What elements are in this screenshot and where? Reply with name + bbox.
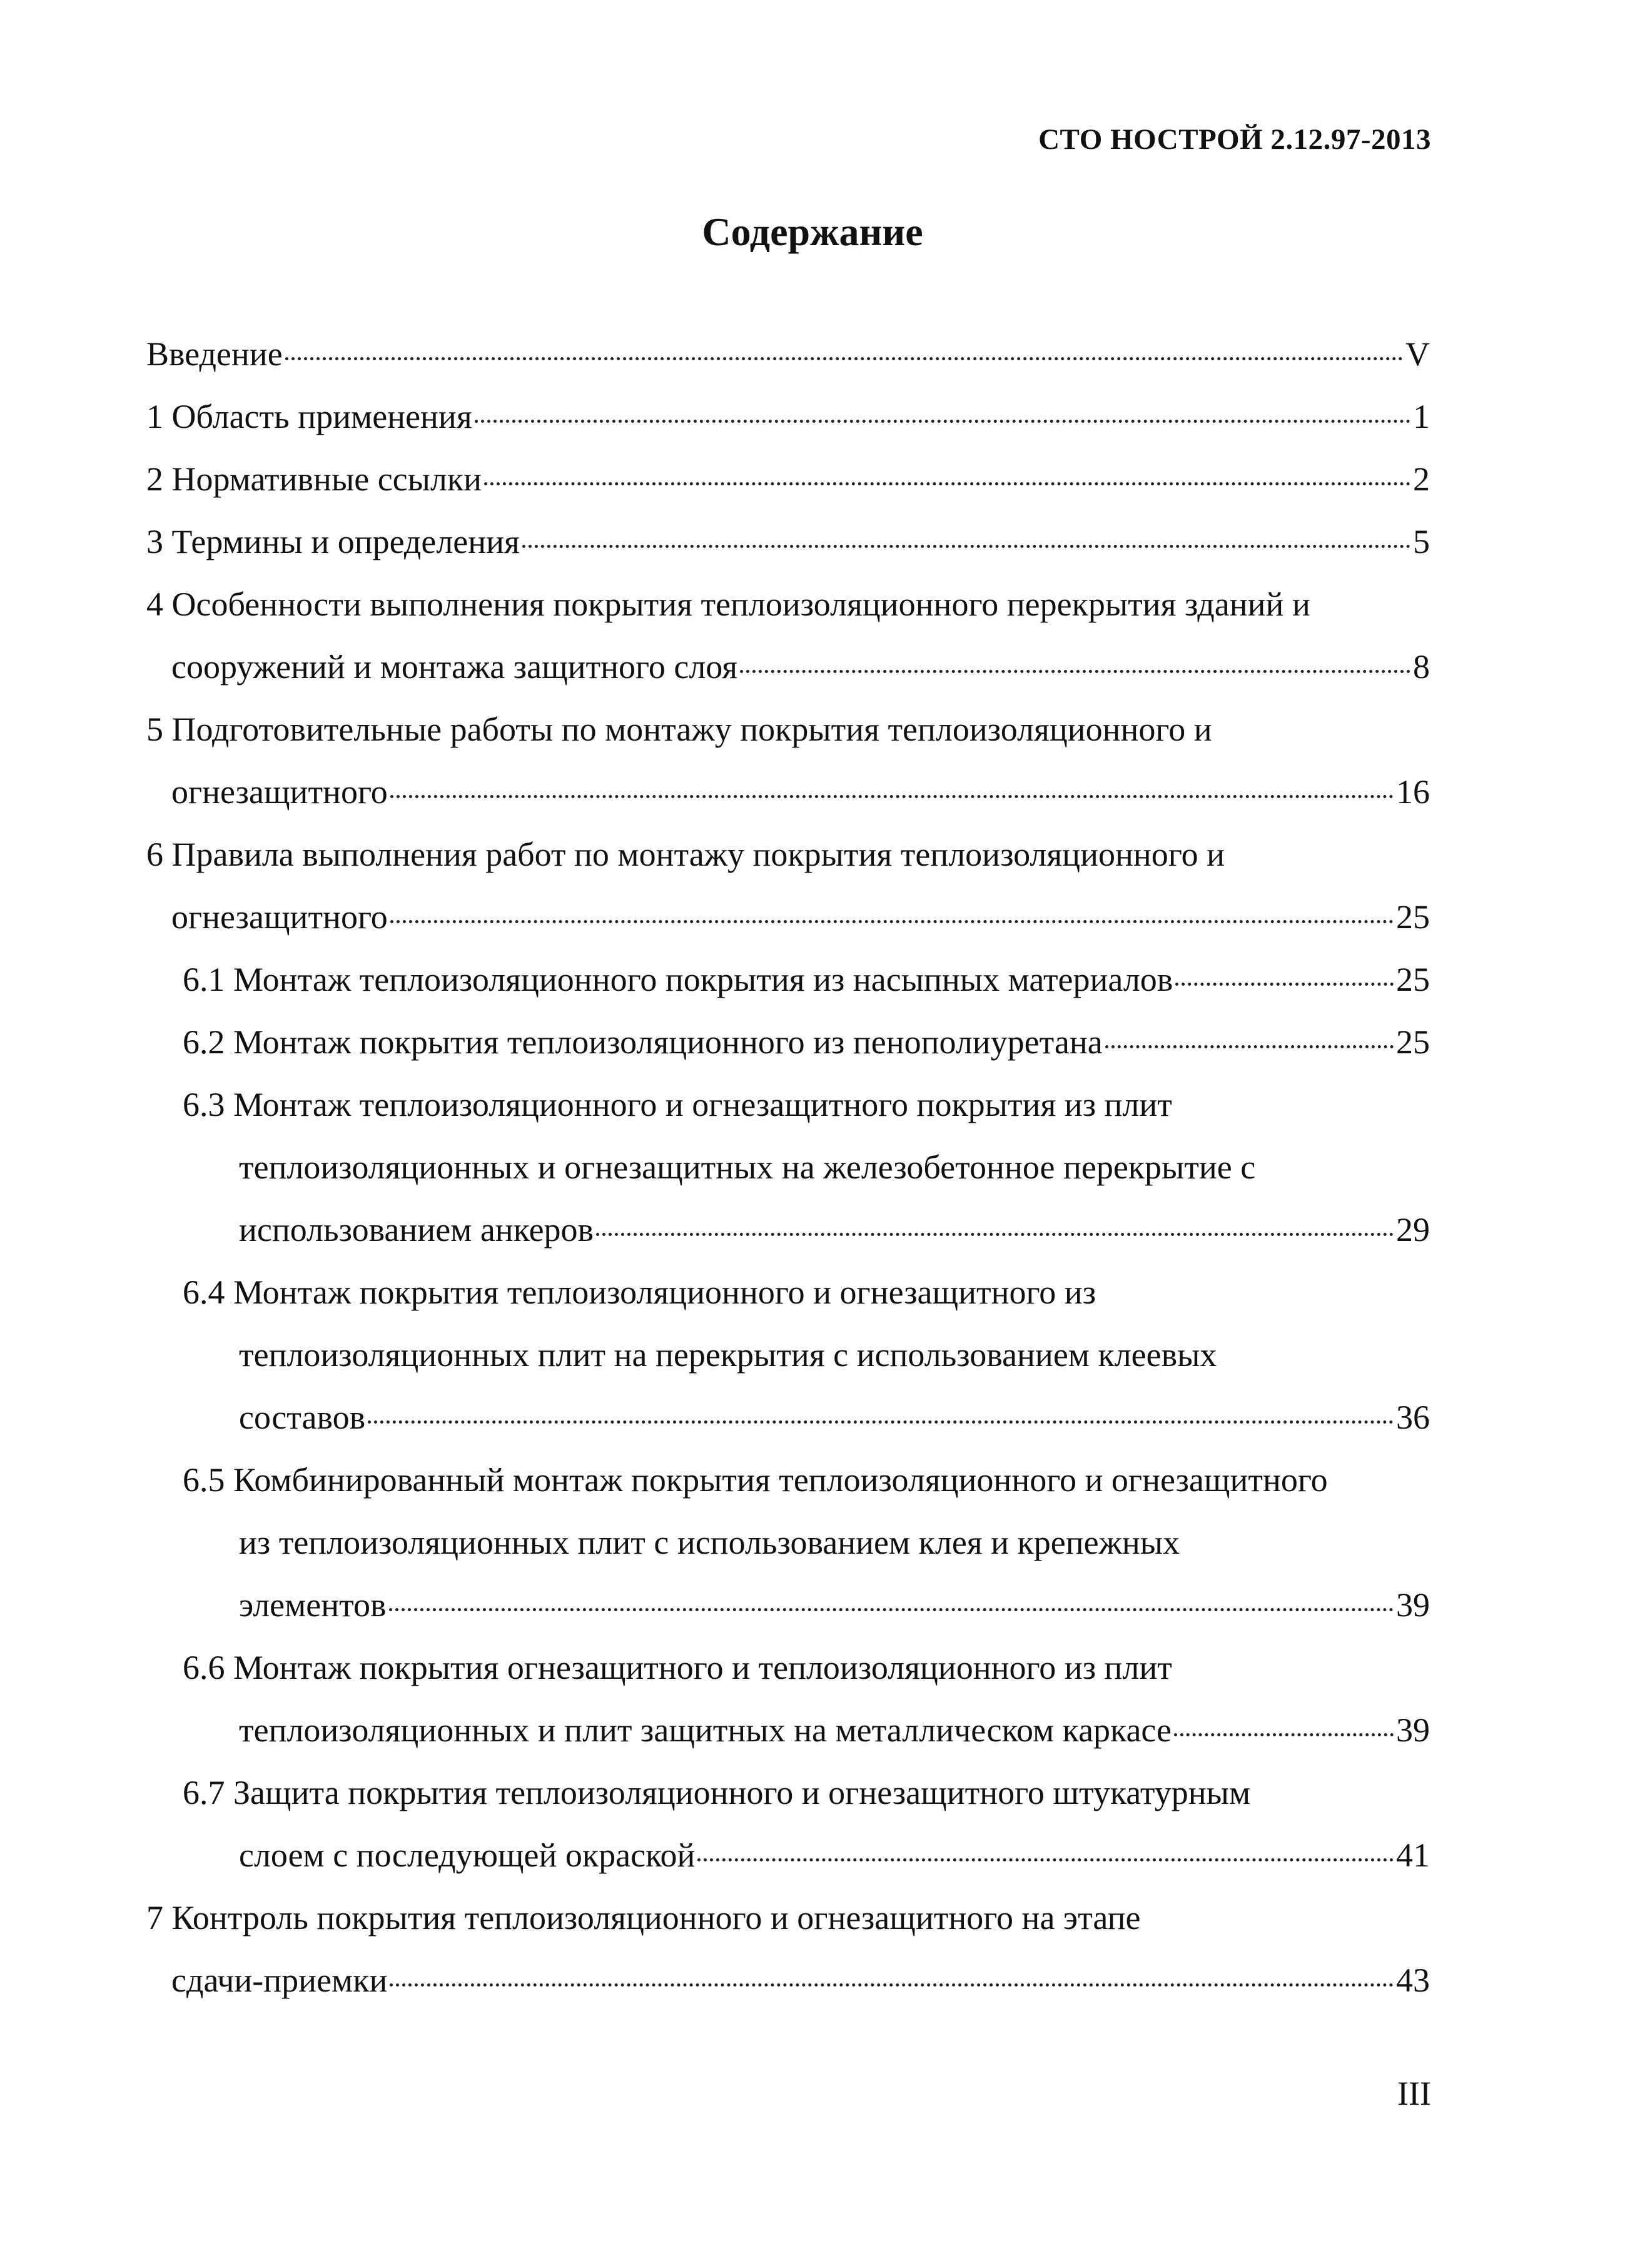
toc-entry-line (146, 1073, 1430, 1136)
toc-entry-text: составов (239, 1399, 366, 1436)
toc-entry (146, 1011, 1430, 1073)
toc-page-number: 16 (1396, 773, 1430, 811)
toc-page-number: 29 (1396, 1211, 1430, 1248)
dot-leader (390, 1983, 1394, 1987)
toc-entry (146, 1449, 1430, 1636)
toc-entry-last-line (146, 1574, 1430, 1636)
toc-page-number: 43 (1396, 1962, 1430, 1999)
toc-entry-text: сооружений и монтажа защитного слоя (171, 648, 738, 686)
toc-entry (146, 1073, 1430, 1261)
toc-entry-last-line (146, 761, 1430, 823)
toc-entry-text: 5 Подготовительные работы по монтажу покрытия теплоизоляционного и (146, 711, 1212, 748)
toc-page-number: 25 (1396, 898, 1430, 936)
toc-entry-line (146, 1636, 1430, 1699)
toc-entry-text: 3 Термины и определения (146, 523, 520, 560)
toc-entry-line (146, 1261, 1430, 1324)
dot-leader (1175, 983, 1394, 986)
toc-entry (146, 823, 1430, 948)
toc-entry-text: слоем с последующей окраской (239, 1836, 696, 1874)
dot-leader (484, 482, 1410, 485)
toc-entry (146, 698, 1430, 823)
toc-entry-line (146, 1511, 1430, 1574)
toc-entry (146, 1761, 1430, 1886)
toc-page-number: 5 (1413, 523, 1430, 560)
toc-entry-text: 6.2 Монтаж покрытия теплоизоляционного из пенополиуретана (183, 1023, 1103, 1061)
dot-leader (285, 357, 1403, 360)
toc-entry (146, 385, 1430, 448)
toc-entry-text: 6.5 Комбинированный монтаж покрытия теплоизоляционного и огнезащитного (183, 1461, 1328, 1499)
dot-leader (522, 545, 1410, 548)
toc-entry-last-line (146, 635, 1430, 698)
toc-entry-line (146, 1324, 1430, 1386)
toc-entry-line (146, 1449, 1430, 1511)
dot-leader (697, 1858, 1394, 1861)
toc-entry-text: теплоизоляционных и плит защитных на металлическом каркасе (239, 1711, 1172, 1749)
toc-entry (146, 1261, 1430, 1449)
dot-leader (1174, 1733, 1394, 1736)
toc-page-number: 41 (1396, 1836, 1430, 1874)
dot-leader (475, 420, 1410, 423)
toc-page-number: V (1405, 335, 1430, 373)
toc-page-number: 39 (1396, 1586, 1430, 1624)
toc-page-number: 39 (1396, 1711, 1430, 1749)
toc-entry (146, 448, 1430, 510)
toc-entry-text: 7 Контроль покрытия теплоизоляционного и огнезащитного на этапе (146, 1899, 1141, 1936)
toc-entry-last-line (146, 1949, 1430, 2012)
toc-entry (146, 1636, 1430, 1761)
toc-entry-text: огнезащитного (171, 898, 388, 936)
toc-entry-last-line (146, 1824, 1430, 1886)
toc-entry-line (146, 1136, 1430, 1198)
toc-entry-last-line (146, 1198, 1430, 1261)
toc-entry-text: сдачи-приемки (171, 1962, 388, 1999)
dot-leader (390, 920, 1394, 923)
toc-page-number: 25 (1396, 1023, 1430, 1061)
toc-entry (146, 510, 1430, 573)
toc-entry-last-line (146, 1386, 1430, 1449)
toc-entry-text: Введение (146, 335, 283, 373)
page-number: III (1397, 2075, 1431, 2112)
dot-leader (596, 1233, 1394, 1236)
toc-entry (146, 323, 1430, 385)
dot-leader (740, 670, 1410, 673)
dot-leader (1105, 1045, 1394, 1048)
toc-entry-text: 6.7 Защита покрытия теплоизоляционного и огнезащитного штукатурным (183, 1774, 1251, 1811)
toc-entry-text: 6.4 Монтаж покрытия теплоизоляционного и огнезащитного из (183, 1273, 1096, 1311)
toc-entry-text: из теплоизоляционных плит с использованием клея и крепежных (239, 1524, 1180, 1561)
toc-entry-line (146, 698, 1430, 761)
toc-entry-last-line (146, 1011, 1430, 1073)
toc-entry-last-line (146, 510, 1430, 573)
toc-entry-text: 6.6 Монтаж покрытия огнезащитного и теплоизоляционного из плит (183, 1649, 1172, 1686)
toc-page-number: 1 (1413, 398, 1430, 435)
dot-leader (368, 1420, 1394, 1424)
document-code: СТО НОСТРОЙ 2.12.97-2013 (1038, 123, 1431, 156)
toc-entry-line (146, 1886, 1430, 1949)
toc-entry-text: элементов (239, 1586, 387, 1624)
toc-entry (146, 1886, 1430, 2012)
toc-entry-line (146, 573, 1430, 635)
toc-entry (146, 573, 1430, 698)
toc-page-number: 25 (1396, 961, 1430, 998)
toc-entry-last-line (146, 385, 1430, 448)
toc-entry (146, 948, 1430, 1011)
toc-entry-line (146, 823, 1430, 886)
table-of-contents (146, 323, 1430, 2012)
toc-entry-last-line (146, 323, 1430, 385)
toc-entry-text: 1 Область применения (146, 398, 472, 435)
toc-entry-text: 6 Правила выполнения работ по монтажу покрытия теплоизоляционного и (146, 836, 1225, 873)
toc-entry-text: теплоизоляционных и огнезащитных на железобетонное перекрытие с (239, 1148, 1256, 1186)
toc-entry-last-line (146, 1699, 1430, 1761)
toc-entry-text: теплоизоляционных плит на перекрытия с использованием клеевых (239, 1336, 1217, 1374)
toc-entry-last-line (146, 948, 1430, 1011)
toc-page-number: 36 (1396, 1399, 1430, 1436)
toc-page-number: 2 (1413, 460, 1430, 498)
toc-entry-text: использованием анкеров (239, 1211, 594, 1248)
toc-entry-text: 6.3 Монтаж теплоизоляционного и огнезащитного покрытия из плит (183, 1086, 1172, 1123)
toc-page-number: 8 (1413, 648, 1430, 686)
toc-entry-text: 6.1 Монтаж теплоизоляционного покрытия из насыпных материалов (183, 961, 1173, 998)
toc-entry-text: 4 Особенности выполнения покрытия теплоизоляционного перекрытия зданий и (146, 585, 1310, 623)
dot-leader (389, 1608, 1394, 1611)
toc-entry-text: огнезащитного (171, 773, 388, 811)
toc-entry-text: 2 Нормативные ссылки (146, 460, 482, 498)
toc-entry-line (146, 1761, 1430, 1824)
toc-entry-last-line (146, 886, 1430, 948)
dot-leader (390, 795, 1394, 798)
toc-entry-last-line (146, 448, 1430, 510)
page-title: Содержание (702, 210, 923, 254)
